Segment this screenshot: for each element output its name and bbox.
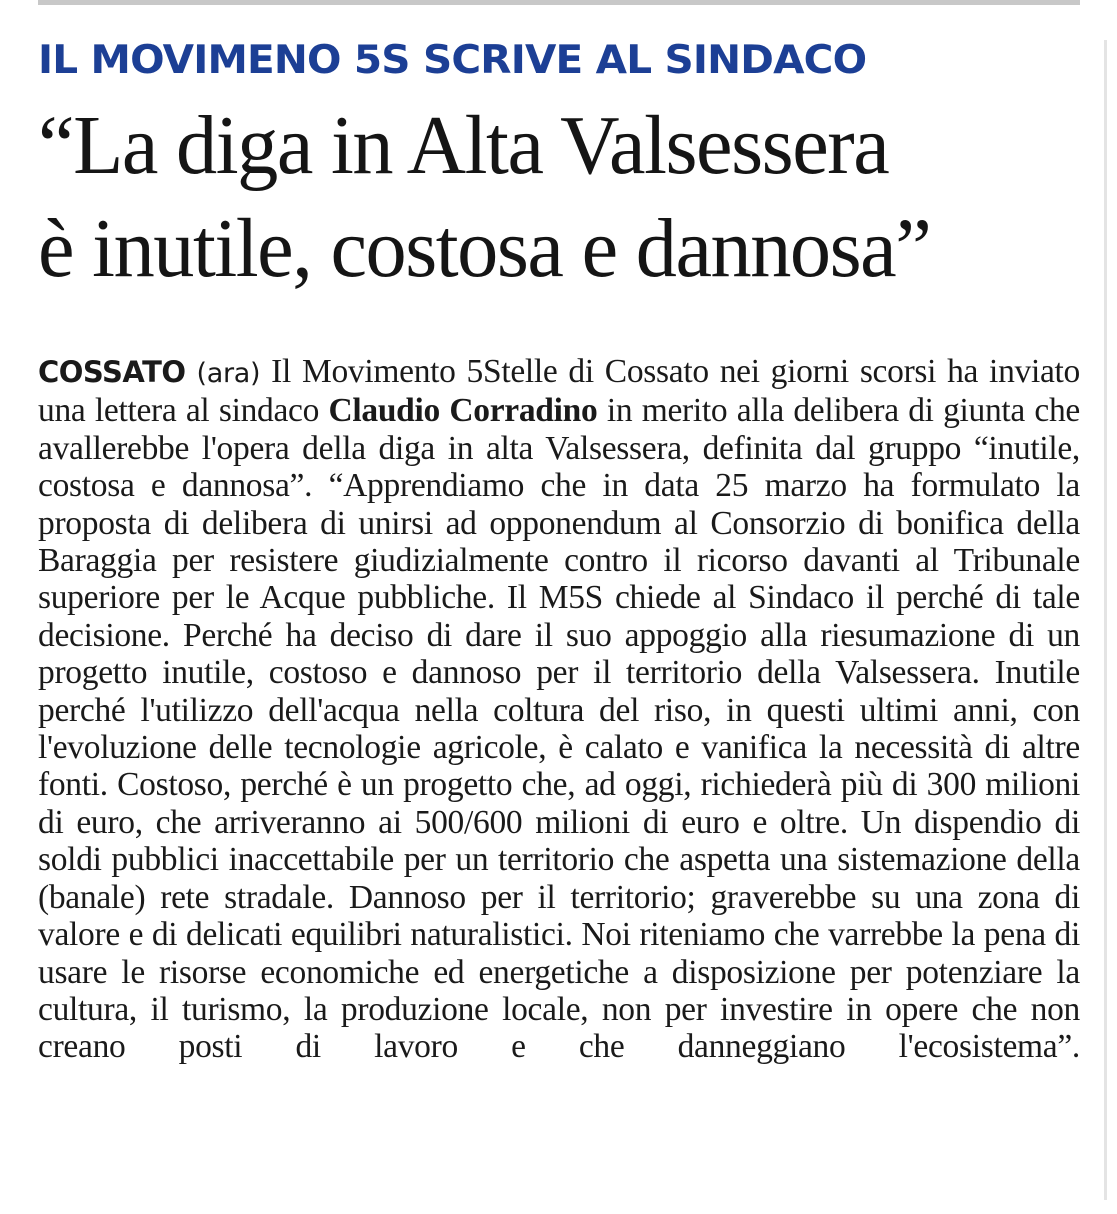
body-main: in merito alla delibera di giunta che avallerebbe l'opera della diga in alta Valsessera, definita dal gruppo “inutile, costosa e dannosa”. “Apprendiamo che in data 25 marzo ha formulato la proposta di delibera di unirsi ad opponendum al Consorzio di bonifica della Baraggia per resistere giudizialmente contro il ricorso davanti al Tribunale superiore per le Acque pubbliche. Il M5S chiede al Sindaco il perché di tale decisione. Perché ha deciso di dare il suo appoggio alla riesumazione di un progetto inutile, costoso e dannoso per il territorio della Valsessera. Inutile perché l'utilizzo dell'acqua nella coltura del riso, in questi ultimi anni, con l'evoluzione delle tecnologie agricole, è calato e vanifica la necessità di altre fonti. Costoso, perché è un progetto che, ad oggi, richiederà più di 300 milioni di euro, che arriveranno ai 500/600 milioni di euro e oltre. Un dispendio di soldi pubblici inaccettabile per un territorio che aspetta una sistemazione della (banale) rete stradale. Dannoso per il territorio; graverebbe su una zona di valore e di delicati equilibri naturalistici. Noi riteniamo che varrebbe la pena di usare le risorse economiche ed energetiche a disposizione per potenziare la cultura, il turismo, la produzione locale, non per investire in opere che non creano posti di lavoro e che danneggiano l'ecosistema”. [38,392,1080,1066]
byline: (ara) [196,358,261,389]
article [38,30,1080,1066]
kicker: IL MOVIMENO 5S SCRIVE AL SINDACO [38,38,867,83]
top-rule [38,0,1080,5]
mayor-name: Claudio Corradino [328,392,598,430]
headline-line-1: “La diga in Alta Valsessera [38,99,889,192]
dateline: COSSATO [38,355,186,389]
article-body [38,353,1080,1066]
column-divider [1104,40,1107,1200]
headline-line-2: è inutile, costosa e dannosa” [38,202,931,295]
headline [38,94,1080,300]
body-intro: Il Movimento 5Stelle di Cossato nei giorni scorsi ha inviato una lettera al sindaco [38,353,1080,430]
